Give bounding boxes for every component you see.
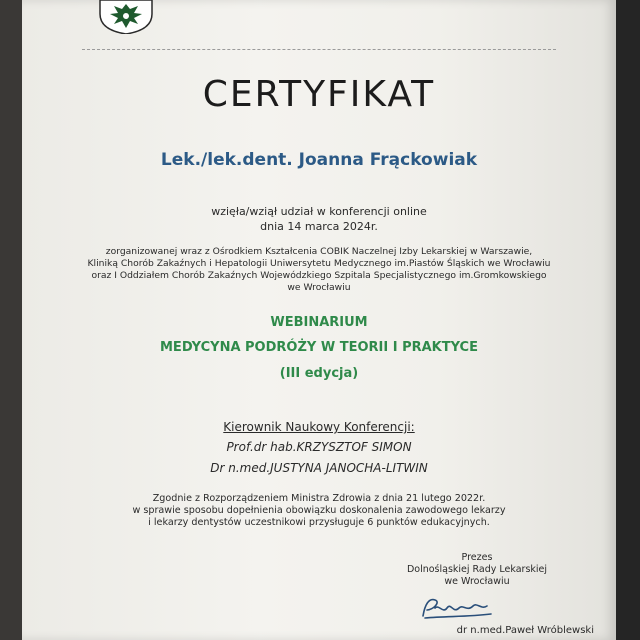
participation-text: wzięła/wziął udział w konferencji online bbox=[211, 205, 427, 218]
recipient-name: Lek./lek.dent. Joanna Frąckowiak bbox=[160, 150, 478, 170]
signatory-name: dr n.med.Paweł Wróblewski bbox=[456, 625, 594, 636]
event-edition: (III edycja) bbox=[279, 366, 359, 381]
regulation-line: w sprawie sposobu dopełnienia obowiązku doskonalenia zawodowego lekarzy bbox=[132, 505, 506, 516]
regulation-line: Zgodnie z Rozporządzeniem Ministra Zdrowia z dnia 21 lutego 2022r. bbox=[152, 493, 486, 504]
conference-date: dnia 14 marca 2024r. bbox=[260, 220, 378, 233]
handwritten-signature bbox=[417, 594, 497, 622]
regulation-line: i lekarzy dentystów uczestnikowi przysługuje 6 punktów edukacyjnych. bbox=[148, 517, 490, 528]
signatory-title-line: Prezes bbox=[461, 552, 493, 563]
signatory-title bbox=[382, 552, 572, 588]
signatory-title-line: Dolnośląskiej Rady Lekarskiej bbox=[406, 564, 548, 575]
signatory-title-line: we Wrocławiu bbox=[444, 576, 510, 587]
organizer-line: Kliniką Chorób Zakaźnych i Hepatologii Uniwersytetu Medycznego im.Piastów Śląskich we Wrocławiu bbox=[87, 258, 551, 269]
organizer-line: zorganizowanej wraz z Ośrodkiem Kształcenia COBIK Naczelnej Izby Lekarskiej w Warszawie, bbox=[105, 246, 533, 257]
background-left bbox=[0, 0, 22, 640]
scientific-head: Prof.dr hab.KRZYSZTOF SIMON bbox=[226, 440, 412, 454]
scientific-heads-label: Kierownik Naukowy Konferencji: bbox=[223, 420, 415, 434]
eagle-crest-icon bbox=[94, 0, 158, 34]
scientific-head: Dr n.med.JUSTYNA JANOCHA-LITWIN bbox=[210, 461, 428, 475]
certificate-title: CERTYFIKAT bbox=[202, 74, 436, 115]
organizer-line: oraz I Oddziałem Chorób Zakaźnych Wojewódzkiego Szpitala Specjalistycznego im.Gromkowskiego bbox=[91, 270, 547, 281]
event-type: WEBINARIUM bbox=[270, 315, 368, 330]
event-title: MEDYCYNA PODRÓŻY W TEORII I PRAKTYCE bbox=[160, 340, 478, 355]
certificate-sheet bbox=[22, 0, 616, 640]
background-right bbox=[616, 0, 640, 640]
organizer-line: we Wrocławiu bbox=[287, 282, 351, 293]
header-divider bbox=[82, 49, 556, 50]
header-logo-row bbox=[22, 0, 616, 50]
